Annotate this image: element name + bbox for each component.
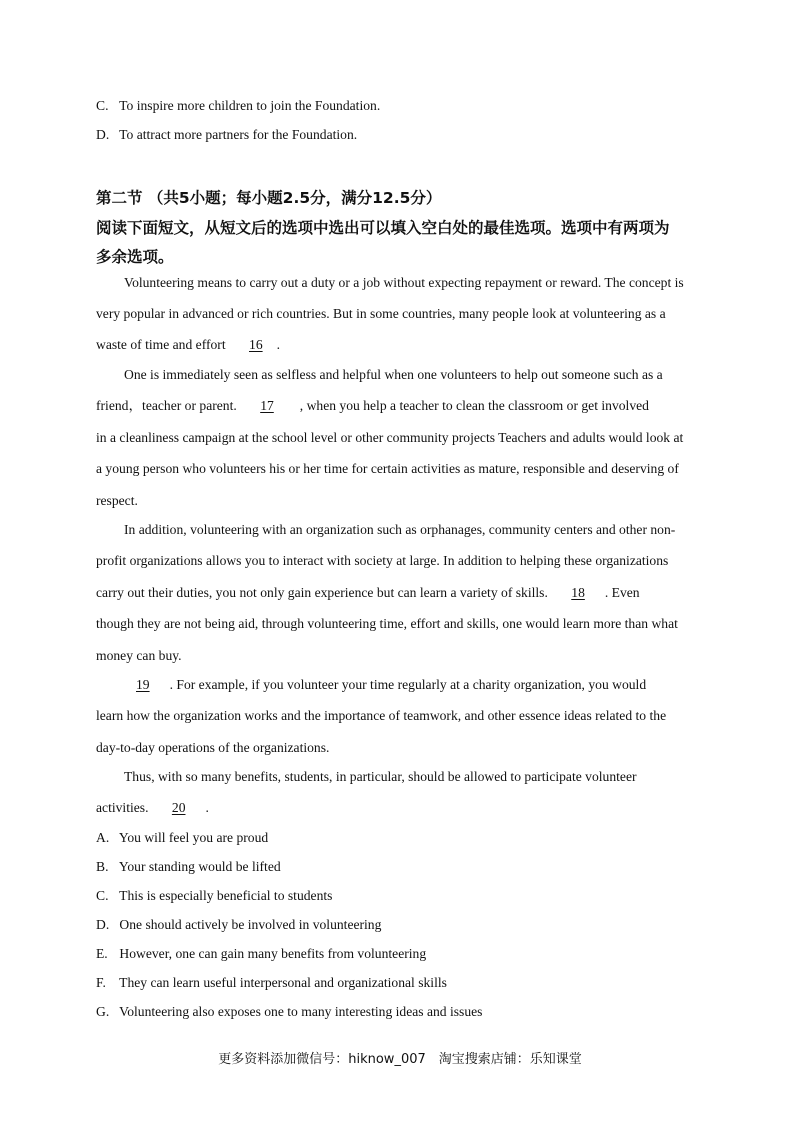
option-label: D. [96,917,110,932]
option-text: To inspire more children to join the Foundation. [119,98,381,113]
option-label: A. [96,830,110,845]
passage-text: waste of time and effort [96,337,226,352]
option-label: C. [96,98,109,113]
passage-line: in a cleanliness campaign at the school level or other community projects Teachers and adults would look at [96,430,684,445]
passage-line: One is immediately seen as selfless and helpful when one volunteers to help out someone such as a [124,367,663,382]
passage-line [96,584,708,602]
passage-text: friend，teacher or parent. [96,398,237,413]
passage-text: carry out their duties, you not only gain experience but can learn a variety of skills. [96,585,548,600]
section-title: 第二节 （共5小题；每小题2.5分，满分12.5分） [96,189,442,207]
option-text: Your standing would be lifted [118,859,281,874]
passage-text: , when you help a teacher to clean the classroom or get involved [299,398,649,413]
option-f [96,974,708,992]
passage-text: . Even [604,585,640,600]
option-text: You will feel you are proud [118,830,269,845]
passage-line [96,397,708,415]
option-g [96,1003,708,1021]
blank-20: 20 [171,800,186,815]
passage-line [96,336,708,354]
section-instruction: 阅读下面短文，从短文后的选项中选出可以填入空白处的最佳选项。选项中有两项为 [96,219,670,237]
passage-line: learn how the organization works and the importance of teamwork, and other essence ideas related to the [96,708,667,723]
option-text: However, one can gain many benefits from volunteering [119,946,427,961]
option-text: Volunteering also exposes one to many interesting ideas and issues [119,1004,483,1019]
option-label: F. [96,975,106,990]
prev-option-d [96,126,708,144]
option-e [96,945,708,963]
blank-16: 16 [249,337,263,352]
section-instruction-cont: 多余选项。 [96,248,174,266]
option-label: C. [96,888,109,903]
option-label: D. [96,127,110,142]
option-text: To attract more partners for the Foundation. [119,127,358,142]
passage-line: though they are not being aid, through volunteering time, effort and skills, one would learn more than what [96,616,678,631]
option-c [96,887,708,905]
passage-line [124,676,708,694]
passage-line: very popular in advanced or rich countries. But in some countries, many people look at volunteering as a [96,306,666,321]
option-text: This is especially beneficial to students [119,888,333,903]
passage-line: respect. [96,493,138,508]
passage-line: a young person who volunteers his or her time for certain activities as mature, responsible and deserving of [96,461,679,476]
passage-line [96,799,708,817]
passage-line: profit organizations allows you to interact with society at large. In addition to helping these organizations [96,553,669,568]
option-d [96,916,708,934]
prev-option-c [96,97,708,115]
passage-text: activities. [96,800,149,815]
passage-line: In addition, volunteering with an organization such as orphanages, community centers and other non- [124,522,676,537]
blank-18: 18 [571,585,585,600]
passage-text: . For example, if you volunteer your time regularly at a charity organization, you would [169,677,647,692]
passage-line: Thus, with so many benefits, students, in particular, should be allowed to participate volunteer [124,769,637,784]
option-text: They can learn useful interpersonal and organizational skills [119,975,447,990]
option-a [96,829,708,847]
option-b [96,858,708,876]
passage-line: Volunteering means to carry out a duty or a job without expecting repayment or reward. The concept is [124,275,684,290]
option-text: One should actively be involved in volunteering [119,917,382,932]
option-label: G. [96,1004,110,1019]
passage-text: . [205,800,209,815]
option-label: B. [96,859,109,874]
blank-19: 19 [136,677,150,692]
page-footer: 更多资料添加微信号：hiknow_007 淘宝搜索店铺：乐知课堂 [218,1052,582,1067]
blank-17: 17 [260,398,274,413]
passage-line: money can buy. [96,648,182,663]
passage-text: . [276,337,281,352]
passage-line: day-to-day operations of the organizations. [96,740,330,755]
option-label: E. [96,946,108,961]
